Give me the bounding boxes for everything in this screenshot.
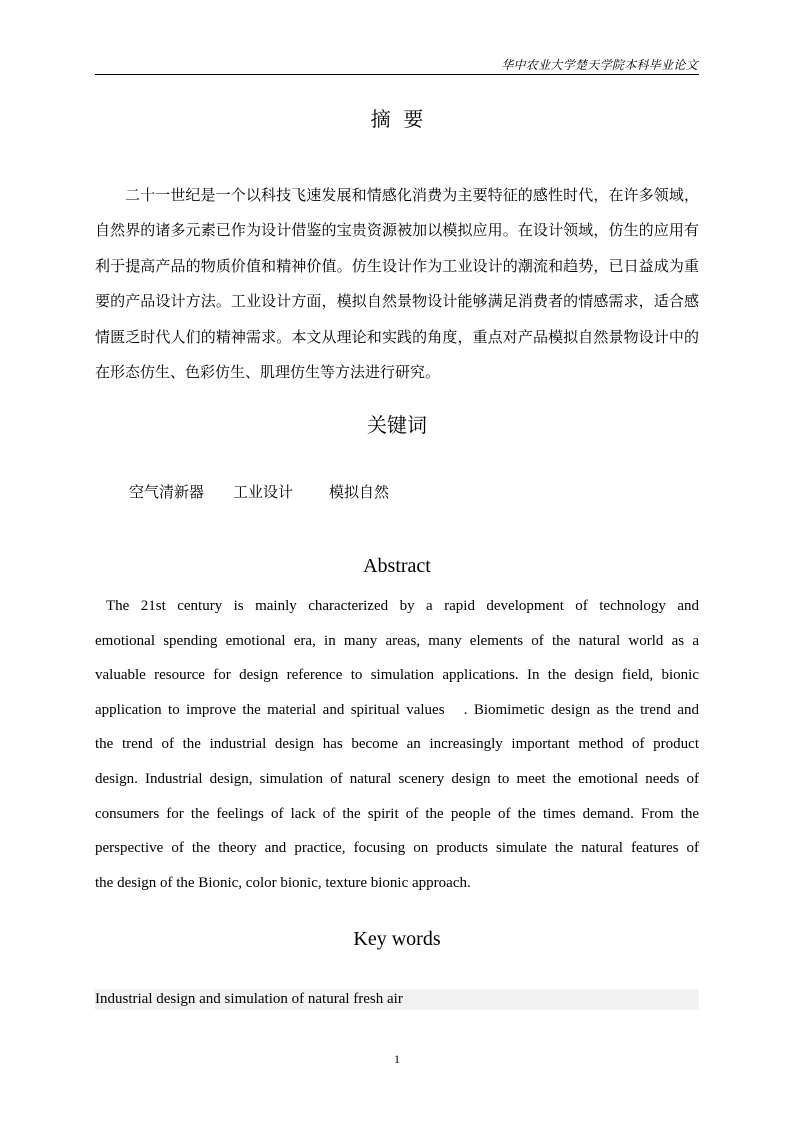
keyword-cn-item: 工业设计 (233, 483, 294, 501)
abstract-en-line: the trend of the industrial design has become an increasingly important method of product (95, 736, 699, 753)
abstract-en-line: The 21st century is mainly characterized by a rapid development of technology and (106, 598, 699, 614)
abstract-en-line: emotional spending emotional era, in many areas, many elements of the natural world as a (95, 632, 699, 649)
abstract-en-heading: Abstract (363, 555, 431, 577)
abstract-en-line: perspective of the theory and practice, focusing on products simulate the natural features of (95, 840, 699, 857)
abstract-en-line: consumers for the feelings of lack of the spirit of the people of the times demand. From the (95, 805, 699, 822)
abstract-en-line: application to improve the material and spiritual values . Biomimetic design as the trend and (95, 701, 699, 718)
abstract-cn-paragraph: 二十一世纪是一个以科技飞速发展和情感化消费为主要特征的感性时代，在许多领域，自然界的诸多元素已作为设计借鉴的宝贵资源被加以模拟应用。在设计领域，仿生的应用有利于提高产品的物质价值和精神价值。仿生设计作为工业设计的潮流和趋势，已日益成为重要的产品设计方法。工业设计方面，模拟自然景物设计能够满足消费者的情感需求，适合感情匮乏时代人们的精神需求。本文从理论和实践的角度，重点对产品模拟自然景物设计中的在形态仿生、色彩仿生、肌理仿生等方法进行研究。 (95, 186, 699, 382)
keywords-en-text: Industrial design and simulation of natural fresh air (95, 989, 699, 1010)
page-number: 1 (394, 1052, 400, 1066)
abstract-cn-heading: 摘 要 (370, 107, 424, 131)
keywords-cn-heading: 关键词 (367, 413, 427, 437)
keyword-cn-item: 模拟自然 (329, 483, 390, 501)
keyword-cn-item: 空气清新器 (129, 483, 205, 501)
abstract-en-line: valuable resource for design reference to simulation applications. In the design field, bionic (95, 667, 699, 684)
header-rule (95, 74, 699, 75)
abstract-en-paragraph (95, 589, 699, 900)
abstract-en-line: design. Industrial design, simulation of natural scenery design to meet the emotional needs of (95, 770, 699, 787)
abstract-en-line: the design of the Bionic, color bionic, texture bionic approach. (95, 874, 471, 891)
running-header: 华中农业大学楚天学院本科毕业论文 (501, 58, 698, 72)
keywords-en-heading: Key words (353, 928, 441, 950)
keywords-cn-list (129, 481, 389, 502)
